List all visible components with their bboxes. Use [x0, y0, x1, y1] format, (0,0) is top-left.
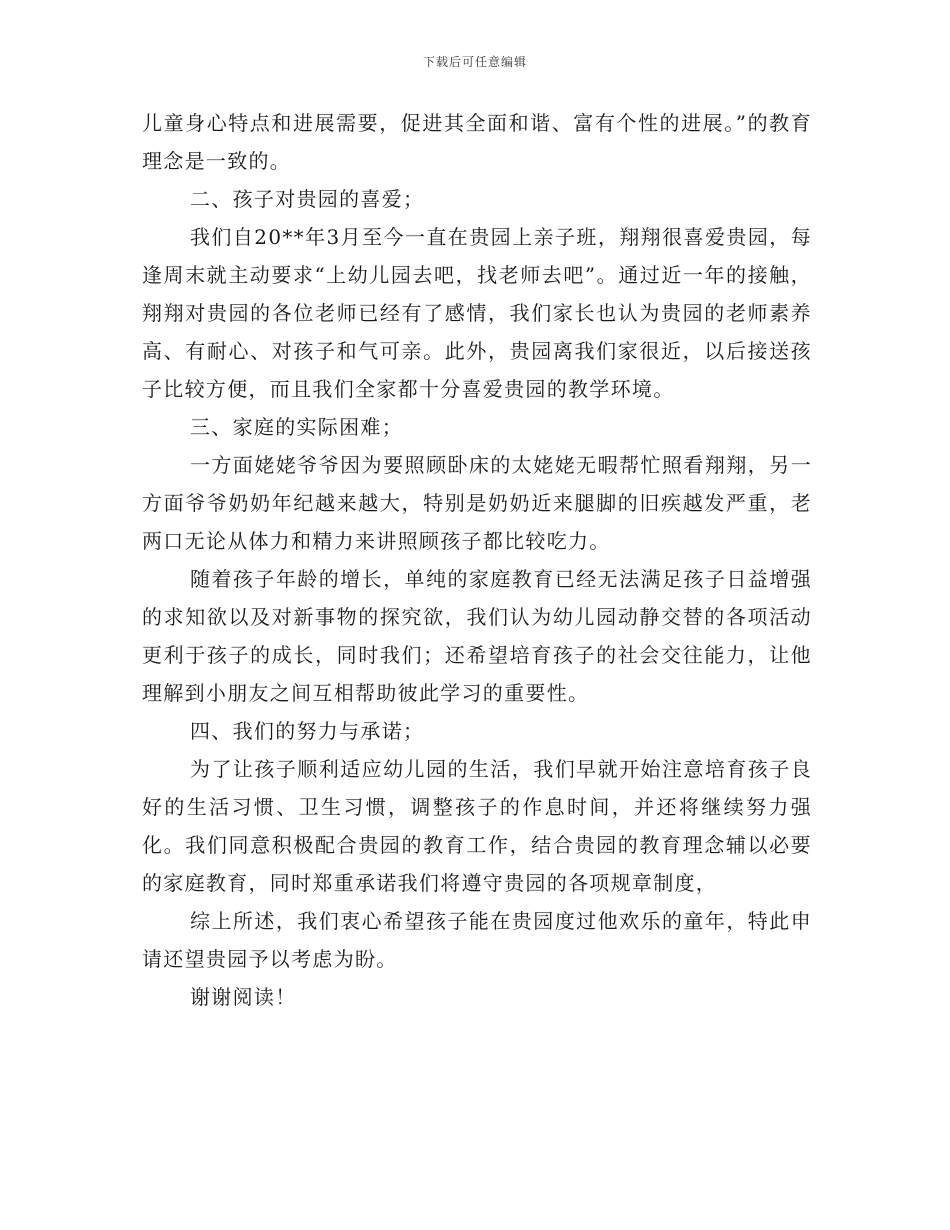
paragraph-section-3b: 随着孩子年龄的增长，单纯的家庭教育已经无法满足孩子日益增强的求知欲以及对新事物的探究欲，我们认为幼儿园动静交替的各项活动更利于孩子的成长，同时我们；还希望培育孩子的社会交往能力，让他理解到小朋友之间互相帮助彼此学习的重要性。 — [142, 567, 812, 705]
closing-thanks: 谢谢阅读！ — [190, 985, 297, 1009]
paragraph-section-3a: 一方面姥姥爷爷因为要照顾卧床的太姥姥无暇帮忙照看翔翔，另一方面爷爷奶奶年纪越来越大，特别是奶奶近来腿脚的旧疾越发严重，老两口无论从体力和精力来讲照顾孩子都比较吃力。 — [142, 453, 812, 553]
section-heading-4: 四、我们的努力与承诺； — [190, 719, 425, 743]
paragraph-conclusion: 综上所述，我们衷心希望孩子能在贵园度过他欢乐的童年，特此申请还望贵园予以考虑为盼。 — [142, 909, 812, 971]
paragraph-continuation: 儿童身心特点和进展需要，促进其全面和谐、富有个性的进展。”的教育理念是一致的。 — [142, 111, 812, 173]
page-header: 下载后可任意编辑 — [422, 55, 527, 69]
paragraph-section-4: 为了让孩子顺利适应幼儿园的生活，我们早就开始注意培育孩子良好的生活习惯、卫生习惯，调整孩子的作息时间，并还将继续努力强化。我们同意积极配合贵园的教育工作，结合贵园的教育理念辅以必要的家庭教育，同时郑重承诺我们将遵守贵园的各项规章制度， — [142, 757, 812, 895]
paragraph-section-2: 我们自20**年3月至今一直在贵园上亲子班，翔翔很喜爱贵园，每逢周末就主动要求“上幼儿园去吧，找老师去吧”。通过近一年的接触，翔翔对贵园的各位老师已经有了感情，我们家长也认为贵园的老师素养高、有耐心、对孩子和气可亲。此外，贵园离我们家很近，以后接送孩子比较方便，而且我们全家都十分喜爱贵园的教学环境。 — [142, 225, 812, 401]
document-body — [142, 104, 812, 1016]
section-heading-3: 三、家庭的实际困难； — [190, 415, 403, 439]
section-heading-2: 二、孩子对贵园的喜爱； — [190, 187, 425, 211]
